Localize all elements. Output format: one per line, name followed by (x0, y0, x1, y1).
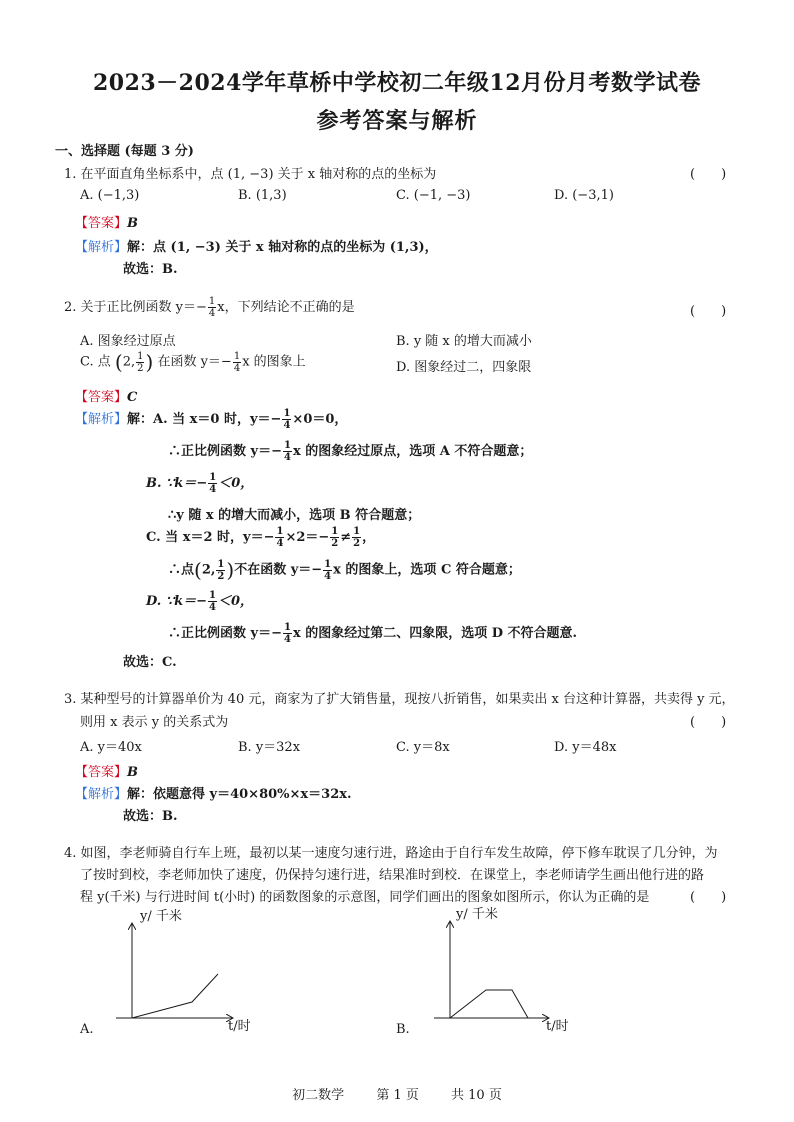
q2-l8-pre: ∴正比例函数 y＝− (168, 626, 282, 641)
frac-den: 4 (208, 308, 216, 319)
q2-l6-point: 2, (201, 562, 216, 578)
graph-b-curve (450, 990, 528, 1018)
q2-c-post: 在函数 y＝− (157, 354, 232, 370)
answer-tag: 【答案】 (75, 216, 128, 231)
section-heading: 一、选择题 (每题 3 分) (55, 144, 194, 159)
q2-option-b: B. y 随 x 的增大而减小 (396, 334, 532, 349)
q2-c-pre: C. 点 (80, 354, 111, 370)
page-title: 2023－2024学年草桥中学校初二年级12月份月考数学试卷 (92, 70, 702, 96)
frac-den: 2 (353, 538, 361, 549)
q2-l7-post: ＜0， (218, 594, 254, 609)
frac-den: 4 (324, 570, 332, 582)
frac-den: 4 (283, 452, 291, 463)
q2-l3-pre: B. ∵k＝− (146, 476, 208, 491)
q1-solution (75, 236, 438, 255)
explain-tag: 【解析】 (75, 412, 128, 427)
q4-answer-blank: ( ) (690, 890, 727, 905)
q1-answer (75, 212, 138, 231)
fraction (283, 622, 292, 645)
q3-option-b: B. y＝32x (238, 740, 301, 755)
frac-den: 4 (209, 484, 217, 495)
q2-sol-line7 (146, 590, 253, 613)
fraction (208, 472, 217, 495)
q2-stem (64, 296, 355, 319)
fraction (330, 526, 339, 549)
q2-l1-post: ×0＝0， (292, 412, 348, 427)
frac-num: 1 (233, 350, 241, 362)
q1-option-d: D. (−3,1) (554, 188, 614, 203)
q2-sol-line8 (168, 622, 577, 645)
graph-b-y-label: y/ 千米 (456, 907, 498, 922)
q2-c-point: 2, (122, 354, 136, 370)
q2-option-c: C. 点 (2, $\frac{1}{2}$ ) 在函数 y＝− $\frac{1}{4}$ x 的图象上 (80, 350, 306, 374)
frac-den: 4 (209, 602, 217, 613)
q3-sol-line1: 解：依题意得 y＝40×80%×x＝32x. (127, 787, 352, 802)
q2-l5-post: ， (362, 530, 376, 545)
q2-l2-pre: ∴正比例函数 y＝− (168, 444, 282, 459)
frac-num: 1 (208, 296, 216, 307)
frac-num: 1 (283, 440, 291, 451)
frac-num: 1 (283, 622, 291, 633)
frac-den: 4 (283, 634, 291, 645)
q1-sol-line1: 解：点 (1, −3) 关于 x 轴对称的点的坐标为 (1,3)， (127, 240, 438, 255)
page-footer (0, 1084, 794, 1103)
q1-option-c: C. (−1, −3) (396, 188, 471, 203)
answer-tag: 【答案】 (75, 765, 128, 780)
fraction (216, 559, 225, 582)
frac-den: 4 (233, 362, 241, 374)
q3-answer-value: B (127, 765, 139, 780)
explain-tag: 【解析】 (75, 787, 128, 802)
q2-l3-post: ＜0， (218, 476, 254, 491)
frac-num: 1 (217, 558, 225, 570)
fraction (208, 296, 216, 319)
q1-stem: 1. 在平面直角坐标系中，点 (1, −3) 关于 x 轴对称的点的坐标为 (64, 167, 437, 182)
q1-option-a: A. (−1,3) (80, 188, 140, 203)
q2-answer (75, 386, 137, 405)
q2-l7-pre: D. ∵k＝− (146, 594, 208, 609)
q2-l1-pre: 解：A. 当 x＝0 时，y＝− (127, 412, 282, 427)
frac-num: 1 (209, 590, 217, 601)
q1-answer-value: B (127, 216, 139, 231)
graph-a-curve (132, 974, 218, 1018)
q2-l6-pre: ∴点 (168, 562, 195, 578)
q1-option-b: B. (1,3) (238, 188, 287, 203)
q4-stem-line1: 4. 如图，李老师骑自行车上班，最初以某一速度匀速行进，路途由于自行车发生故障，停下修车耽误了几分钟，为 (64, 846, 718, 861)
fraction (208, 590, 217, 613)
q2-sol-line6: ∴点(2, $\frac{1}{2}$ )不在函数 y＝− $\frac{1}{4}$ x 的图象上，选项 C 符合题意； (168, 558, 521, 582)
q1-answer-blank: ( ) (690, 167, 727, 182)
frac-num: 1 (324, 558, 332, 570)
q2-l8-post: x 的图象经过第二、四象限，选项 D 不符合题意. (292, 626, 578, 641)
q4-stem-line2: 了按时到校，李老师加快了速度，仍保持匀速行进，结果准时到校．在课堂上，李老师请学生画出他行进的路 (80, 868, 705, 883)
frac-num: 1 (283, 408, 291, 419)
graph-a (110, 906, 270, 1034)
frac-num: 1 (276, 526, 284, 537)
graph-b-label: B. (396, 1022, 410, 1037)
frac-num: 1 (353, 526, 361, 537)
frac-num: 1 (137, 350, 144, 362)
fraction (275, 526, 284, 549)
q4-stem-line3: 程 y(千米) 与行进时间 t(小时) 的函数图象的示意图，同学们画出的图象如图所示，你认为正确的是 (80, 890, 650, 905)
q3-sol-line2: 故选：B. (123, 809, 178, 824)
frac-num: 1 (331, 526, 339, 537)
q2-stem-pre: 2. 关于正比例函数 y＝− (64, 300, 207, 315)
fraction (282, 408, 291, 431)
q2-answer-blank: ( ) (690, 304, 727, 319)
q2-sol-line1 (75, 408, 347, 431)
fraction (283, 440, 292, 463)
footer-page: 第 1 页 (376, 1088, 419, 1103)
q3-answer (75, 761, 138, 780)
q3-option-d: D. y＝48x (554, 740, 617, 755)
page-subtitle: 参考答案与解析 (316, 108, 478, 134)
q2-sol-line9: 故选：C. (123, 655, 177, 670)
q1-sol-line2: 故选：B. (123, 262, 178, 277)
q2-c-end: x 的图象上 (242, 354, 306, 370)
frac-den: 2 (137, 362, 144, 374)
frac-den: 2 (217, 570, 225, 582)
graph-a-x-label: t/时 (228, 1019, 251, 1034)
graph-b-x-label: t/时 (546, 1019, 569, 1034)
frac-den: 2 (331, 538, 339, 549)
q3-stem-line2: 则用 x 表示 y 的关系式为 (80, 715, 229, 730)
q2-l5-mid: ×2＝− (285, 530, 330, 545)
q3-option-a: A. y＝40x (80, 740, 142, 755)
q2-l5-pre: C. 当 x＝2 时，y＝− (146, 530, 275, 545)
q2-sol-line3 (146, 472, 253, 495)
fraction (136, 351, 144, 374)
q2-stem-post: x，下列结论不正确的是 (217, 300, 355, 315)
footer-subject: 初二数学 (292, 1088, 345, 1103)
answer-tag: 【答案】 (75, 390, 128, 405)
graph-b (428, 900, 588, 1034)
frac-den: 4 (283, 420, 291, 431)
q3-solution (75, 783, 352, 802)
q3-stem-line1: 3. 某种型号的计算器单价为 40 元，商家为了扩大销售量，现按八折销售，如果卖出 x 台这种计算器，共卖得 y 元， (64, 692, 735, 707)
q2-option-a: A. 图象经过原点 (80, 334, 176, 349)
q2-answer-value: C (127, 390, 138, 405)
q2-sol-line5 (146, 526, 375, 549)
explain-tag: 【解析】 (75, 240, 128, 255)
q3-answer-blank: ( ) (690, 715, 727, 730)
q2-l6-mid: 不在函数 y＝− (234, 562, 323, 578)
q2-l5-neq: ≠ (340, 530, 352, 545)
fraction (323, 559, 332, 582)
q2-sol-line4: ∴y 随 x 的增大而减小，选项 B 符合题意； (168, 508, 421, 523)
q3-option-c: C. y＝8x (396, 740, 450, 755)
fraction (233, 351, 241, 374)
q2-l2-post: x 的图象经过原点，选项 A 不符合题意； (292, 444, 533, 459)
q2-sol-line2 (168, 440, 532, 463)
q2-option-d: D. 图象经过二，四象限 (396, 360, 532, 375)
graph-a-y-label: y/ 千米 (140, 909, 182, 924)
frac-den: 4 (276, 538, 284, 549)
graph-a-label: A. (80, 1022, 94, 1037)
footer-total: 共 10 页 (451, 1088, 502, 1103)
q2-l6-post: x 的图象上，选项 C 符合题意； (333, 562, 521, 578)
fraction (352, 526, 361, 549)
frac-num: 1 (209, 472, 217, 483)
